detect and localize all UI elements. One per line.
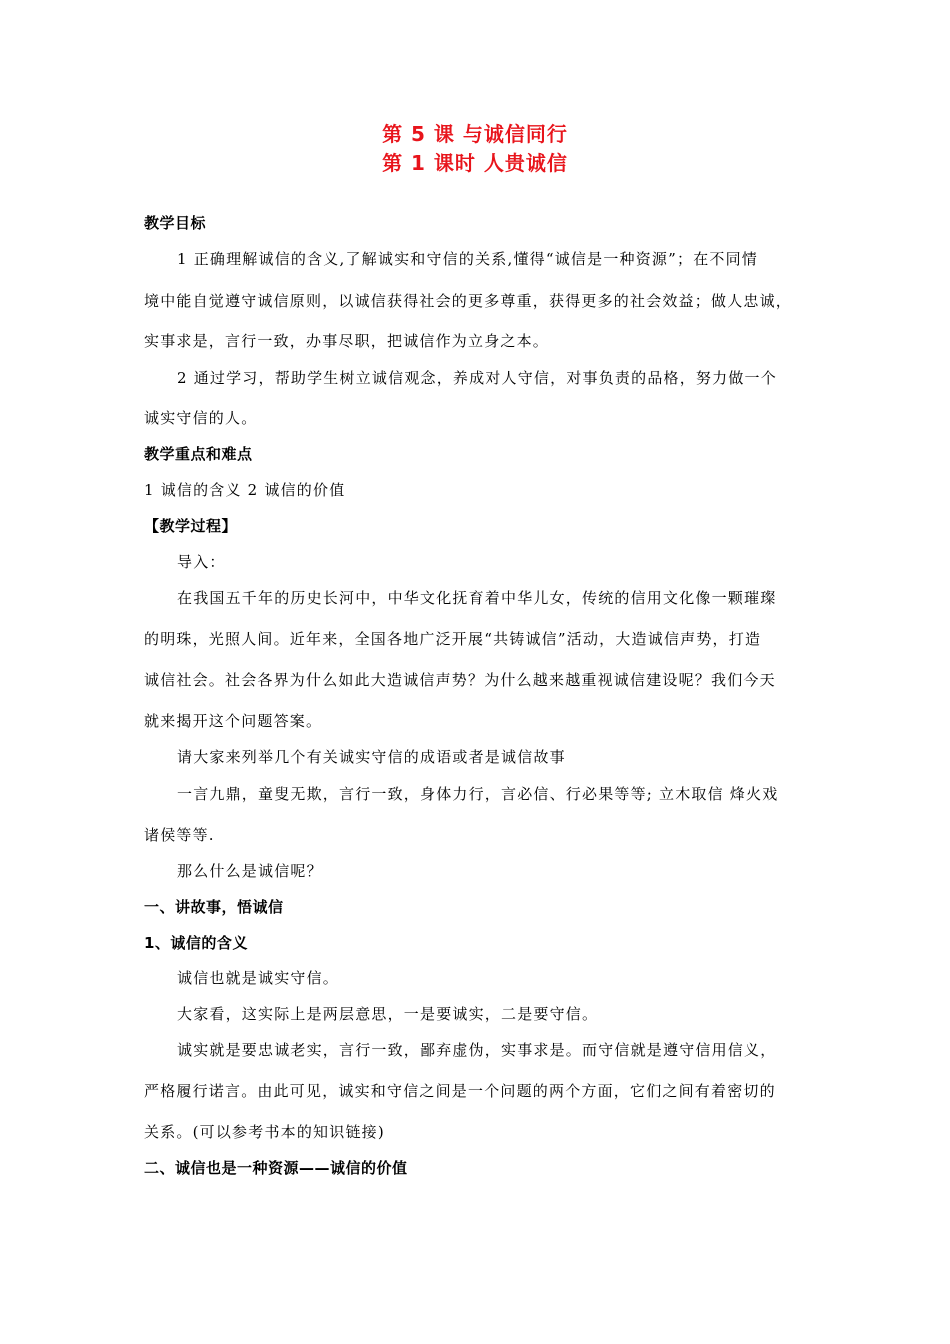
intro-paragraph3-line1: 一言九鼎，童叟无欺，言行一致，身体力行，言必信、行必果等等; 立木取信 烽火戏 [177, 785, 779, 803]
part1-subheading: 1、诚信的含义 [144, 934, 248, 952]
intro-paragraph2: 请大家来列举几个有关诚实守信的成语或者是诚信故事 [177, 748, 566, 766]
part1-paragraph1: 诚信也就是诚实守信。 [177, 969, 340, 987]
keypoints-heading: 教学重点和难点 [144, 445, 253, 463]
goals-heading: 教学目标 [144, 214, 207, 232]
intro-label: 导入： [177, 553, 226, 571]
part1-paragraph3-line3: 关系。(可以参考书本的知识链接) [144, 1123, 385, 1141]
intro-paragraph4: 那么什么是诚信呢？ [177, 862, 323, 880]
process-heading: 【教学过程】 [144, 517, 238, 535]
part1-paragraph3-line1: 诚实就是要忠诚老实，言行一致，鄙弃虚伪，实事求是。而守信就是遵守信用信义， [177, 1041, 777, 1059]
intro-paragraph1-line3: 诚信社会。社会各界为什么如此大造诚信声势？为什么越来越重视诚信建设呢？我们今天 [144, 671, 776, 689]
goal2-line1: 2 通过学习，帮助学生树立诚信观念，养成对人守信，对事负责的品格，努力做一个 [177, 369, 777, 387]
keypoints-text: 1 诚信的含义 2 诚信的价值 [144, 481, 346, 499]
intro-paragraph1-line2: 的明珠，光照人间。近年来，全国各地广泛开展“共铸诚信”活动，大造诚信声势，打造 [144, 630, 762, 648]
part1-paragraph2: 大家看，这实际上是两层意思，一是要诚实，二是要守信。 [177, 1005, 599, 1023]
intro-paragraph1-line4: 就来揭开这个问题答案。 [144, 712, 323, 730]
intro-paragraph3-line2: 诸侯等等. [144, 826, 215, 844]
goal2-line2: 诚实守信的人。 [144, 409, 258, 427]
lesson-title: 第 5 课 与诚信同行 [382, 122, 568, 146]
part2-heading: 二、诚信也是一种资源——诚信的价值 [144, 1159, 408, 1177]
intro-paragraph1-line1: 在我国五千年的历史长河中，中华文化抚育着中华儿女，传统的信用文化像一颗璀璨 [177, 589, 777, 607]
part1-heading: 一、讲故事，悟诚信 [144, 898, 284, 916]
part1-paragraph3-line2: 严格履行诺言。由此可见，诚实和守信之间是一个问题的两个方面，它们之间有着密切的 [144, 1082, 776, 1100]
goal1-line3: 实事求是，言行一致，办事尽职，把诚信作为立身之本。 [144, 332, 550, 350]
lesson-subtitle: 第 1 课时 人贵诚信 [382, 151, 568, 175]
goal1-line1: 1 正确理解诚信的含义,了解诚实和守信的关系,懂得“诚信是一种资源”；在不同情 [177, 250, 758, 268]
goal1-line2: 境中能自觉遵守诚信原则，以诚信获得社会的更多尊重，获得更多的社会效益；做人忠诚， [144, 292, 793, 310]
